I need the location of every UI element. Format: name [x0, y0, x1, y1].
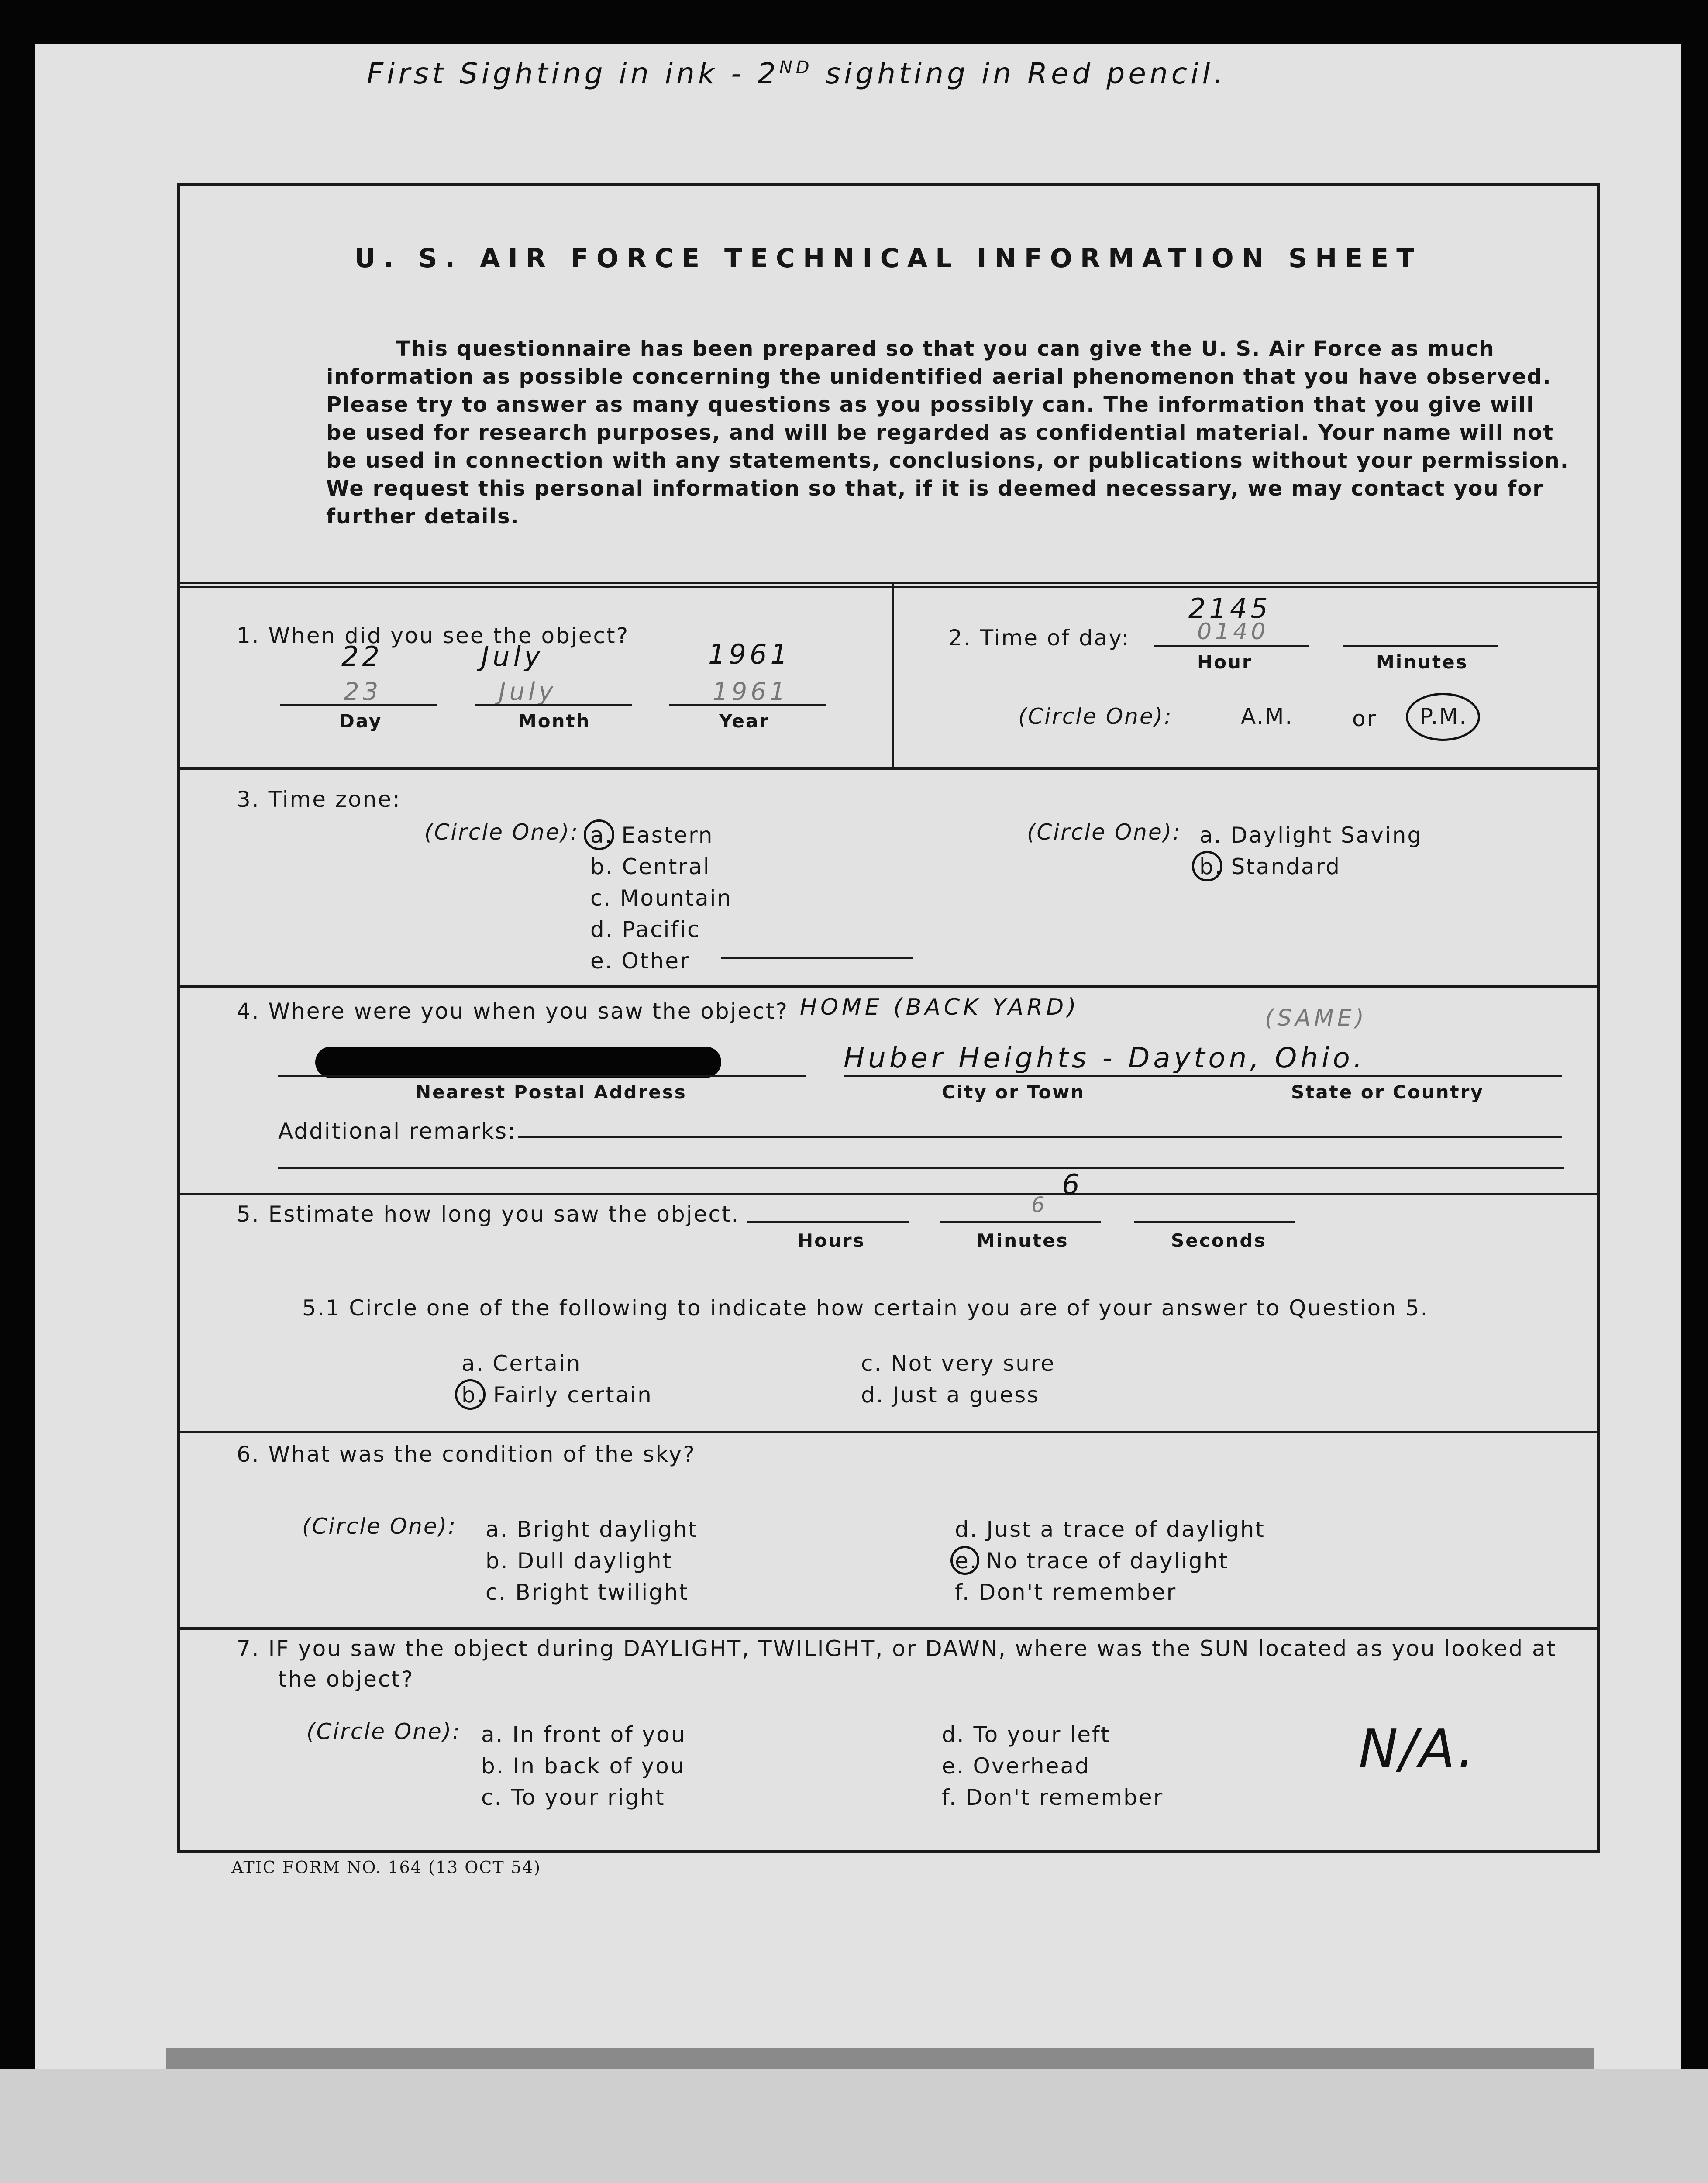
q1-month-label: Month — [518, 710, 591, 732]
q4-address-line — [278, 1075, 806, 1077]
q2-hour-pencil: 0140 — [1197, 619, 1269, 645]
q2-or: or — [1352, 706, 1377, 731]
q7-options-left: a. In front of you b. In back of you c. To your right — [481, 1722, 686, 1810]
section-divider — [180, 767, 1597, 770]
q7-question-line2: the object? — [278, 1667, 414, 1692]
q2-minutes-label: Minutes — [1376, 651, 1468, 673]
q5-seconds-line — [1134, 1221, 1295, 1223]
background-card — [0, 2069, 1708, 2183]
q4-remarks-line-2 — [278, 1167, 1564, 1169]
q5-1-question: 5.1 Circle one of the following to indicate how certain you are of your answer to Question 5. — [302, 1295, 1429, 1321]
q4-answer-ink: HOME (BACK YARD) — [800, 994, 1080, 1020]
section-divider — [180, 1193, 1597, 1195]
q3-question: 3. Time zone: — [237, 787, 401, 812]
section-divider — [180, 582, 1597, 584]
q3-dst-list: a. Daylight Saving b. Standard — [1199, 823, 1423, 879]
section-divider — [180, 1627, 1597, 1630]
q1-day-label: Day — [339, 710, 382, 732]
form-title: U. S. AIR FORCE TECHNICAL INFORMATION SHEET — [354, 243, 1422, 274]
q6-options-right: d. Just a trace of daylight e. No trace of daylight f. Don't remember — [955, 1517, 1265, 1605]
q2-hour-label: Hour — [1197, 651, 1253, 673]
q1-q2-divider — [892, 584, 894, 767]
q1-year-label: Year — [719, 710, 770, 732]
q5-question: 5. Estimate how long you saw the object. — [237, 1202, 740, 1227]
q1-month-line — [475, 704, 632, 706]
q2-pm: P.M. — [1420, 704, 1468, 729]
q3-other-line — [721, 957, 913, 959]
q7-question-line1: 7. IF you saw the object during DAYLIGHT, TWILIGHT, or DAWN, where was the SUN located as you looked at — [237, 1636, 1557, 1661]
q4-address-label: Nearest Postal Address — [416, 1081, 687, 1103]
q2-hour-ink: 2145 — [1188, 592, 1271, 624]
q6-no-trace-circle — [950, 1546, 979, 1575]
q5-hours-label: Hours — [798, 1230, 865, 1251]
intro-paragraph: This questionnaire has been prepared so that you can give the U. S. Air Force as much information as possible concerning the unidentified aerial phenomenon that you have observed. Please try to answer as many questions as you possibly can. The information that you give will be used for research purposes, and will be regarded as confidential material. Your name will not be used in connection with any statements, conclusions, or publications without your permission. We request this personal information so that, if it is deemed necessary, we may contact you for further details. — [326, 337, 1569, 529]
q7-options-right: d. To your left e. Overhead f. Don't remember — [942, 1722, 1164, 1810]
q4-city-label: City or Town — [942, 1081, 1085, 1103]
q2-hour-line — [1154, 645, 1309, 647]
section-divider — [180, 1431, 1597, 1433]
information-form — [177, 183, 1600, 1853]
section-divider-double — [180, 586, 1597, 588]
q1-year-pencil: 1961 — [713, 678, 789, 706]
q1-day-ink: 22 — [341, 640, 383, 672]
q4-city-ink: Huber Heights - Dayton, Ohio. — [844, 1042, 1366, 1074]
q1-year-line — [669, 704, 826, 706]
q5-minutes-label: Minutes — [977, 1230, 1069, 1251]
q5-fairly-certain-circle — [455, 1379, 486, 1410]
q4-city-line — [844, 1075, 1562, 1077]
q2-pm-circle — [1406, 693, 1480, 741]
q1-month-ink: July — [481, 640, 544, 672]
redacted-address — [315, 1047, 721, 1078]
q3-standard-circle — [1192, 851, 1222, 881]
q6-options-left: a. Bright daylight b. Dull daylight c. Bright twilight — [486, 1517, 698, 1605]
q3-zone-list: a. Eastern b. Central c. Mountain d. Pacific e. Other — [590, 823, 733, 974]
q1-month-pencil: July — [499, 678, 557, 706]
q2-circle-label: (Circle One): — [1018, 704, 1173, 729]
q5-hours-line — [747, 1221, 909, 1223]
q7-circle-label: (Circle One): — [306, 1719, 461, 1744]
q3-eastern-circle — [584, 819, 614, 850]
q3-circle-label: (Circle One): — [424, 819, 579, 845]
q4-answer-pencil: (SAME) — [1265, 1005, 1367, 1031]
q7-na: N/A. — [1359, 1719, 1476, 1780]
q6-question: 6. What was the condition of the sky? — [237, 1442, 696, 1467]
q5-minutes-pencil: 6 — [1031, 1193, 1048, 1217]
q1-year-ink: 1961 — [708, 638, 791, 670]
q1-question: 1. When did you see the object? — [237, 623, 630, 648]
q3-circle-label-2: (Circle One): — [1027, 819, 1182, 845]
q4-remarks-label: Additional remarks: — [278, 1119, 517, 1144]
q4-state-label: State or Country — [1291, 1081, 1484, 1103]
form-number: ATIC FORM NO. 164 (13 OCT 54) — [231, 1858, 541, 1877]
q4-question: 4. Where were you when you saw the object? — [237, 999, 789, 1024]
q5-seconds-label: Seconds — [1171, 1230, 1267, 1251]
q4-remarks-line-1 — [518, 1136, 1562, 1138]
header-note: First Sighting in ink - 2ND sighting in Red pencil. — [367, 57, 1226, 90]
q5-minutes-ink: 6 — [1062, 1169, 1083, 1201]
q1-day-line — [280, 704, 437, 706]
q2-question: 2. Time of day: — [948, 625, 1130, 651]
q5-1-options-right: c. Not very sure d. Just a guess — [861, 1351, 1056, 1408]
q6-circle-label: (Circle One): — [302, 1514, 457, 1539]
q2-am: A.M. — [1241, 704, 1294, 729]
q5-1-options-left: a. Certain b. Fairly certain — [461, 1351, 653, 1408]
q1-day-pencil: 23 — [344, 678, 382, 706]
q2-minutes-line — [1343, 645, 1498, 647]
q5-minutes-line — [940, 1221, 1101, 1223]
section-divider — [180, 985, 1597, 988]
